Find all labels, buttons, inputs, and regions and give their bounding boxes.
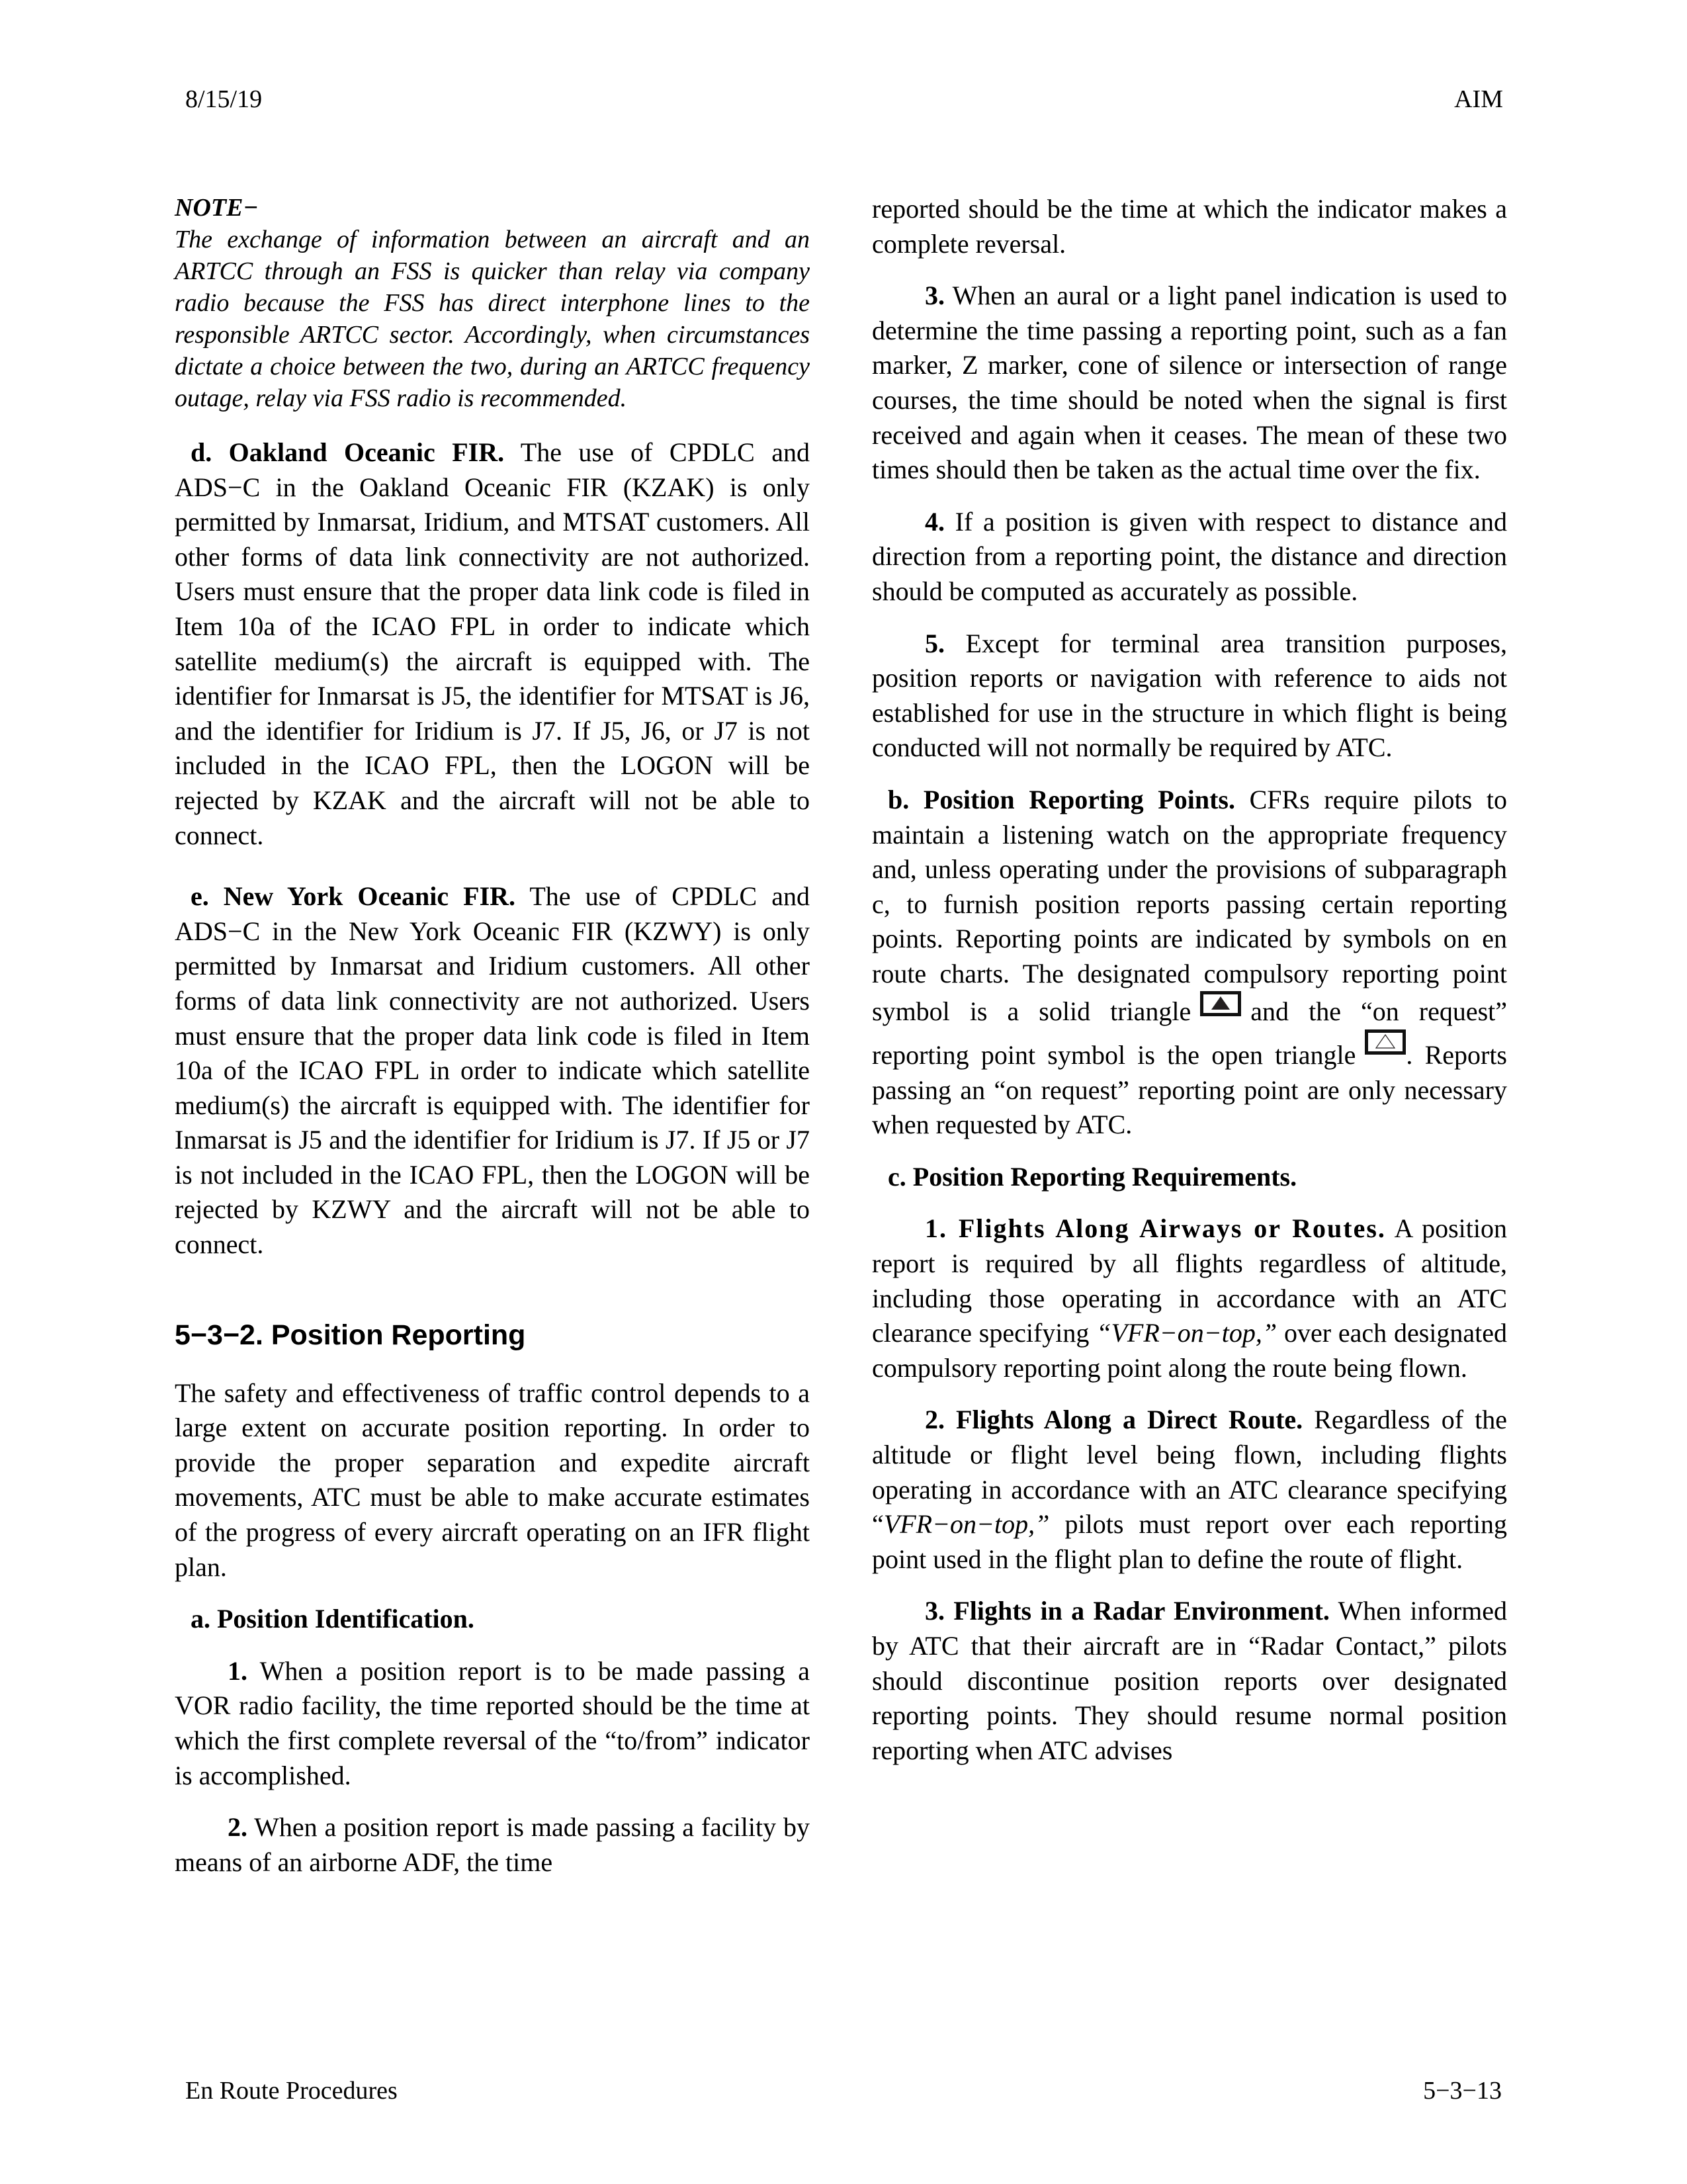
footer-page-number: 5−3−13 (1423, 2077, 1502, 2105)
paragraph-a3 (872, 279, 1507, 488)
note-text: The exchange of information between an aircraft and an ARTCC through an FSS is quicker than relay via company radio because the FSS has direct interphone lines to the responsible ARTCC sector. Accordingly, when circumstances dictate a choice between the two, during an ARTCC frequency outage, relay via FSS radio is recommended. (175, 226, 810, 412)
paragraph-a1 (175, 1654, 810, 1793)
paragraph-c3-label: 3. Flights in a Radar Environment. (925, 1596, 1330, 1626)
section-title: 5−3−2. Position Reporting (175, 1319, 526, 1351)
paragraph-c2-text-a: Regardless of the altitude or flight level being flown, including flights operating in accordance with an ATC clearance specifying “ (872, 1405, 1507, 1540)
paragraph-c3-text: When informed by ATC that their aircraft are in “Radar Contact,” pilots should discontinue position reports over designated reporting points. They should resume normal position reporting when ATC advises (872, 1596, 1508, 1765)
paragraph-a4 (872, 505, 1507, 609)
paragraph-a5 (872, 627, 1507, 765)
subsection-c-label: c. Position Reporting Requirements. (888, 1161, 1297, 1192)
paragraph-b-text-3: . Reports passing an “on request” reporting point are only necessary when requested by ATC. (872, 1040, 1508, 1140)
paragraph-a3-num: 3. (925, 281, 945, 311)
section-intro: The safety and effectiveness of traffic control depends to a large extent on accurate position reporting. In order to provide the proper separation and expedite aircraft movements, ATC must be able to make accurate estimates of the progress of every aircraft operating on an IFR flight plan. (175, 1377, 810, 1582)
paragraph-a1-text: When a position report is to be made passing a VOR radio facility, the time reported should be the time at which the first complete reversal of the “to/from” indicator is accomplished. (175, 1655, 810, 1790)
paragraph-a2 (175, 1810, 810, 1880)
header-doc-title: AIM (1454, 85, 1503, 113)
paragraph-d-label: d. Oakland Oceanic FIR. (191, 437, 505, 467)
header-date: 8/15/19 (185, 85, 263, 113)
paragraph-a4-text: If a position is given with respect to distance and direction from a reporting point, the distance and direction should be computed as accurately as possible. (872, 506, 1507, 606)
paragraph-c2-text-b: pilots must report over each reporting point used in the flight plan to define the route of flight. (872, 1509, 1507, 1574)
paragraph-d (175, 435, 810, 853)
paragraph-c3 (872, 1594, 1507, 1768)
paragraph-e-text: The use of CPDLC and ADS−C in the New York Oceanic FIR (KZWY) is only permitted by Inmarsat and Iridium customers. All other forms of data link connectivity are not authorized. Users must ensure that the proper data link code is filed in Item 10a of the ICAO FPL in order to indicate which satellite medium(s) the aircraft is equipped with. The identifier for Inmarsat is J5 and the identifier for Iridium is J7. If J5 or J7 is not included in the ICAO FPL, then the LOGON will be rejected by KZWY and the aircraft will not be able to connect. (175, 881, 810, 1260)
paragraph-c1-text-b: over each designated compulsory reporting point along the route being flown. (872, 1318, 1507, 1383)
paragraph-b-label: b. Position Reporting Points. (888, 784, 1235, 814)
paragraph-a2-continued: reported should be the time at which the indicator makes a complete reversal. (872, 194, 1507, 259)
paragraph-e-label: e. New York Oceanic FIR. (191, 881, 516, 912)
right-column (872, 192, 1507, 1785)
paragraph-a1-num: 1. (228, 1655, 247, 1686)
paragraph-b-text-1: CFRs require pilots to maintain a listening watch on the appropriate frequency and, unless operating under the provisions of subparagraph c, to furnish position reports passing certain reporting points. Reporting points are indicated by symbols on en route charts. The designated compulsory reporting point symbol is a solid triangle (872, 784, 1507, 1027)
paragraph-e (175, 879, 810, 1262)
open-triangle-icon (1365, 1029, 1406, 1055)
solid-triangle-icon (1200, 991, 1241, 1016)
paragraph-c1 (872, 1211, 1507, 1385)
paragraph-b-text-2: and the “on request” reporting point symbol is the open triangle (872, 996, 1508, 1070)
paragraph-a5-num: 5. (925, 628, 945, 658)
paragraph-d-text: The use of CPDLC and ADS−C in the Oakland Oceanic FIR (KZAK) is only permitted by Inmarsat, Iridium, and MTSAT customers. All other forms of data link connectivity are not authorized. Users must ensure that the proper data link code is filed in Item 10a of the ICAO FPL in order to indicate which satellite medium(s) the aircraft is equipped with. The identifier for Inmarsat is J5, the identifier for MTSAT is J6, and the identifier for Iridium is J7. If J5, J6, or J7 is not included in the ICAO FPL, then the LOGON will be rejected by KZAK and the aircraft will not be able to connect. (175, 437, 810, 850)
note-label: NOTE− (175, 194, 259, 222)
paragraph-c1-text-a: A position report is required by all flights regardless of altitude, including those operating in accordance with an ATC clearance specifying (872, 1213, 1507, 1348)
paragraph-c1-label: 1. Flights Along Airways or Routes. (925, 1213, 1386, 1244)
paragraph-c2-italic: VFR−on−top,” (883, 1509, 1050, 1540)
paragraph-a2-text: When a position report is made passing a facility by means of an airborne ADF, the time (175, 1812, 810, 1877)
paragraph-a4-num: 4. (925, 506, 945, 537)
paragraph-a3-text: When an aural or a light panel indication is used to determine the time passing a reporting point, such as a fan marker, Z marker, cone of silence or intersection of range courses, the time should be noted when the signal is first received and again when it ceases. The mean of these two times should then be taken as the actual time over the fix. (872, 281, 1507, 485)
paragraph-a5-text: Except for terminal area transition purposes, position reports or navigation with reference to aids not established for use in the structure in which flight is being conducted will not normally be required by ATC. (872, 628, 1507, 763)
paragraph-c2-label: 2. Flights Along a Direct Route. (925, 1405, 1303, 1435)
paragraph-c1-italic: “VFR−on−top,” (1096, 1318, 1277, 1348)
footer-chapter: En Route Procedures (185, 2077, 398, 2105)
paragraph-a2-num: 2. (228, 1812, 247, 1843)
subsection-a-label: a. Position Identification. (191, 1604, 474, 1634)
paragraph-b (872, 783, 1507, 1143)
left-column (175, 192, 810, 1897)
paragraph-c2 (872, 1403, 1507, 1577)
